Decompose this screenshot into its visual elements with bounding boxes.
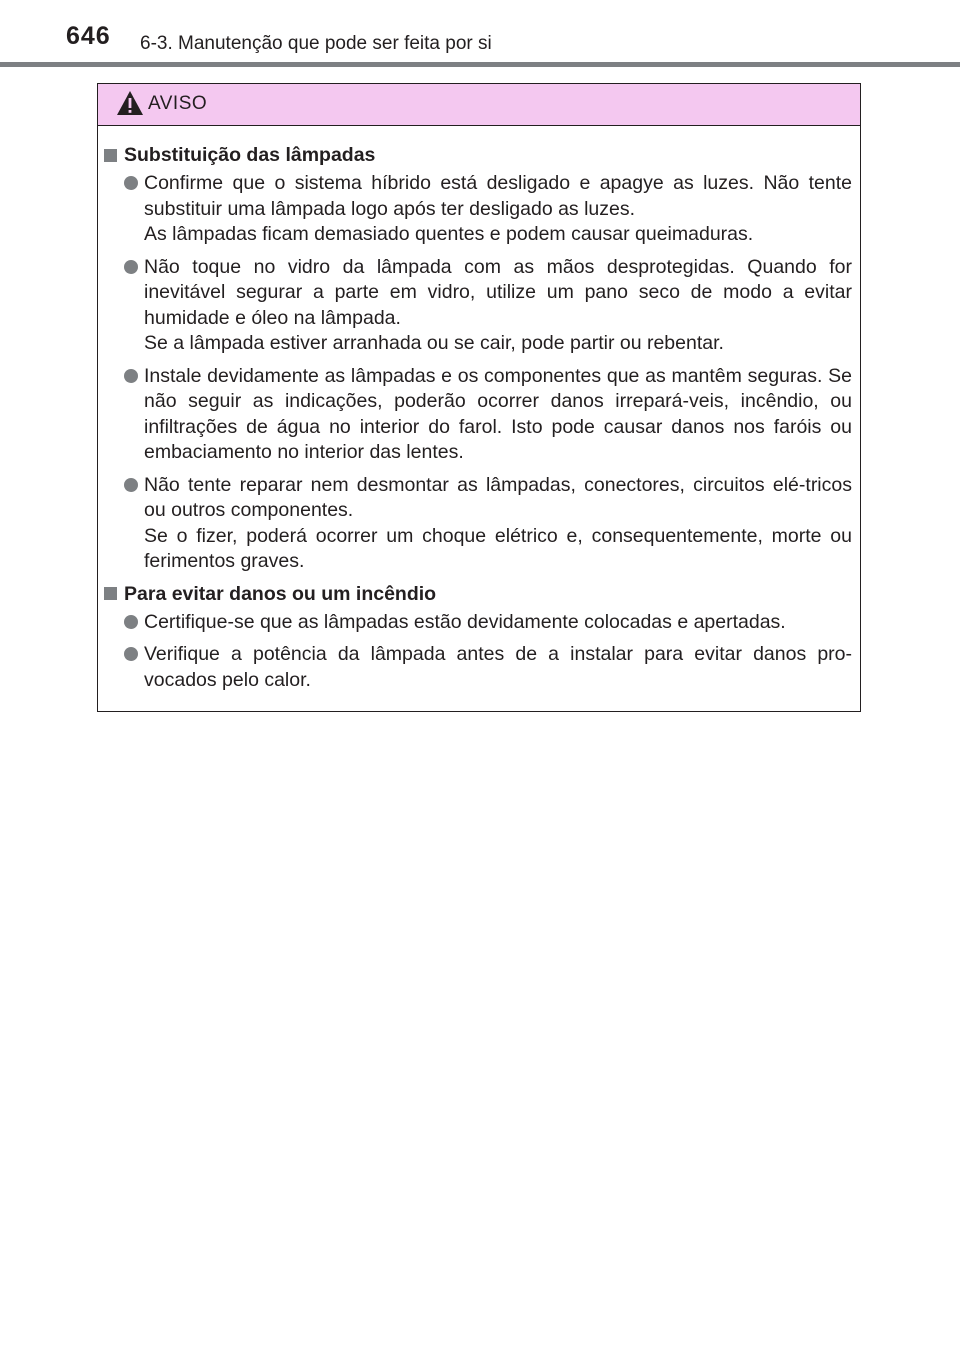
section-heading-text: Substituição das lâmpadas bbox=[124, 144, 376, 166]
item-paragraph: Não tente reparar nem desmontar as lâmpadas, conectores, circuitos elé-tricos ou outros componentes. bbox=[144, 473, 852, 521]
circle-bullet-icon bbox=[124, 478, 138, 492]
section-heading bbox=[103, 582, 852, 606]
item-paragraph: Certifique-se que as lâmpadas estão devidamente colocadas e apertadas. bbox=[144, 610, 786, 633]
warning-box bbox=[97, 83, 861, 712]
item-paragraph: Se a lâmpada estiver arranhada ou se cair, pode partir ou rebentar. bbox=[144, 332, 724, 354]
section-heading-text: Para evitar danos ou um incêndio bbox=[124, 582, 437, 605]
warning-label: AVISO bbox=[148, 93, 208, 114]
list-item bbox=[103, 610, 852, 636]
section-heading bbox=[103, 143, 852, 167]
item-paragraph: Se o fizer, poderá ocorrer um choque elétrico e, consequentemente, morte ou ferimentos graves. bbox=[144, 524, 852, 572]
square-bullet-icon bbox=[104, 587, 117, 600]
circle-bullet-icon bbox=[124, 647, 138, 661]
page-number: 646 bbox=[66, 22, 111, 50]
item-paragraph: Não toque no vidro da lâmpada com as mãos desprotegidas. Quando for inevitável segurar a parte em vidro, utilize um pano seco de modo a evitar humidade e óleo na lâmpada. bbox=[144, 255, 852, 329]
list-item bbox=[103, 171, 852, 248]
circle-bullet-icon bbox=[124, 176, 138, 190]
warning-triangle-icon bbox=[116, 90, 144, 116]
warning-header bbox=[98, 84, 860, 126]
circle-bullet-icon bbox=[124, 369, 138, 383]
circle-bullet-icon bbox=[124, 260, 138, 274]
item-paragraph: Confirme que o sistema híbrido está desligado e apagye as luzes. Não tente substituir uma lâmpada logo após ter desligado as luzes. bbox=[144, 172, 852, 220]
item-paragraph: As lâmpadas ficam demasiado quentes e podem causar queimaduras. bbox=[144, 223, 754, 245]
list-item bbox=[103, 473, 852, 575]
page-header bbox=[0, 0, 960, 54]
item-paragraph: Verifique a potência da lâmpada antes de a instalar para evitar danos pro-vocados pelo calor. bbox=[144, 643, 852, 691]
square-bullet-icon bbox=[104, 149, 117, 162]
list-item bbox=[103, 364, 852, 466]
item-paragraph: Instale devidamente as lâmpadas e os componentes que as mantêm seguras. Se não seguir as indicações, poderão ocorrer danos irrepará-veis, incêndio, ou infiltrações de água no interior do farol. Isto pode causar danos nos faróis ou embaciamento no interior das lentes. bbox=[144, 364, 852, 463]
list-item bbox=[103, 642, 852, 693]
circle-bullet-icon bbox=[124, 615, 138, 629]
warning-body bbox=[98, 126, 860, 693]
header-rule bbox=[0, 62, 960, 67]
list-item bbox=[103, 255, 852, 357]
section-title: 6-3. Manutenção que pode ser feita por si bbox=[140, 33, 492, 54]
